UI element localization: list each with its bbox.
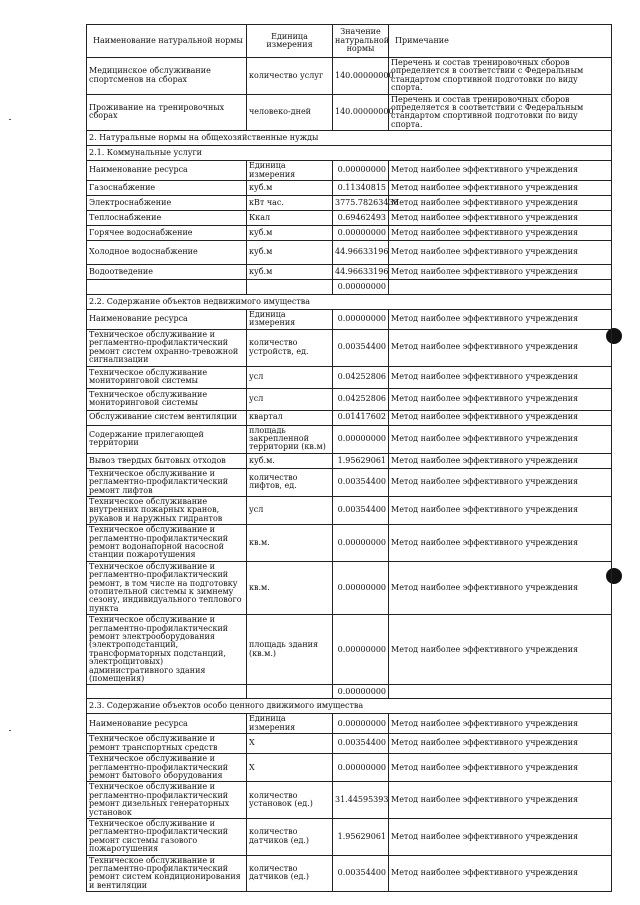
row-note: Метод наиболее эффективного учреждения xyxy=(389,241,612,265)
row-value: 0.00354400 xyxy=(333,496,389,524)
row-name: Электроснабжение xyxy=(87,196,247,211)
row-value: 0.00354400 xyxy=(333,468,389,496)
row-name: Вывоз твердых бытовых отходов xyxy=(87,453,247,468)
table-row xyxy=(87,58,612,95)
row-name: Техническое обслуживание внутренних пожарных кранов, рукавов и наружных гидрантов xyxy=(87,496,247,524)
table-row xyxy=(87,561,612,614)
table-row xyxy=(87,782,612,819)
table-row xyxy=(87,226,612,241)
row-value: 0.00000000 xyxy=(333,310,389,330)
row-value: 0.00000000 xyxy=(333,615,389,685)
table-row xyxy=(87,366,612,388)
row-note: Перечень и состав тренировочных сборов определяется в соответствии с Федеральным стандартом спортивной подготовки по виду спорта. xyxy=(389,94,612,131)
row-unit xyxy=(247,280,333,295)
section-title: 2.2. Содержание объектов недвижимого имущества xyxy=(87,295,612,310)
table-row xyxy=(87,714,612,734)
row-value: 0.00000000 xyxy=(333,754,389,782)
row-unit: кв.м. xyxy=(247,525,333,562)
row-note: Метод наиболее эффективного учреждения xyxy=(389,329,612,366)
row-name: Водоотведение xyxy=(87,265,247,280)
row-value: 0.00000000 xyxy=(333,685,389,699)
section-title-row xyxy=(87,146,612,161)
row-unit: куб.м xyxy=(247,181,333,196)
row-note: Метод наиболее эффективного учреждения xyxy=(389,211,612,226)
row-name: Техническое обслуживание и регламентно-профилактический ремонт дизельных генераторных установок xyxy=(87,782,247,819)
row-unit: количество устройств, ед. xyxy=(247,329,333,366)
row-value: 0.00000000 xyxy=(333,280,389,295)
row-value: 0.00000000 xyxy=(333,226,389,241)
row-unit: квартал xyxy=(247,410,333,425)
table-row xyxy=(87,855,612,892)
row-note: Метод наиболее эффективного учреждения xyxy=(389,453,612,468)
row-note: Метод наиболее эффективного учреждения xyxy=(389,754,612,782)
section-2-1 xyxy=(87,146,612,295)
table-row xyxy=(87,818,612,855)
table-row xyxy=(87,525,612,562)
row-note: Метод наиболее эффективного учреждения xyxy=(389,265,612,280)
header-note: Примечание xyxy=(389,25,612,58)
row-note: Метод наиболее эффективного учреждения xyxy=(389,388,612,410)
table-row xyxy=(87,734,612,754)
row-unit: Ккал xyxy=(247,211,333,226)
row-value: 1.95629061 xyxy=(333,818,389,855)
row-name: Содержание прилегающей территории xyxy=(87,425,247,453)
norms-table xyxy=(86,24,612,892)
row-name: Проживание на тренировочных сборах xyxy=(87,94,247,131)
row-note: Метод наиболее эффективного учреждения xyxy=(389,310,612,330)
section-2-3 xyxy=(87,699,612,892)
row-value: 0.00354400 xyxy=(333,734,389,754)
table-row xyxy=(87,329,612,366)
row-unit: Единица измерения xyxy=(247,714,333,734)
row-value: 0.04252806 xyxy=(333,388,389,410)
row-value: 0.01417602 xyxy=(333,410,389,425)
row-unit: куб.м xyxy=(247,265,333,280)
row-unit xyxy=(247,685,333,699)
row-value: 0.69462493 xyxy=(333,211,389,226)
row-name: Техническое обслуживание и регламентно-профилактический ремонт лифтов xyxy=(87,468,247,496)
section-title-row xyxy=(87,699,612,714)
row-note: Метод наиболее эффективного учреждения xyxy=(389,496,612,524)
row-name: Техническое обслуживание и регламентно-профилактический ремонт системы газового пожаротушения xyxy=(87,818,247,855)
header-unit: Единица измерения xyxy=(247,25,333,58)
row-value: 44.96633196 xyxy=(333,265,389,280)
row-note: Метод наиболее эффективного учреждения xyxy=(389,181,612,196)
table-row xyxy=(87,615,612,685)
row-value: 44.96633196 xyxy=(333,241,389,265)
table-row xyxy=(87,425,612,453)
row-unit: X xyxy=(247,754,333,782)
row-note: Метод наиболее эффективного учреждения xyxy=(389,161,612,181)
row-value: 0.00000000 xyxy=(333,714,389,734)
row-note: Метод наиболее эффективного учреждения xyxy=(389,855,612,892)
row-unit: X xyxy=(247,734,333,754)
row-name: Наименование ресурса xyxy=(87,714,247,734)
row-note: Метод наиболее эффективного учреждения xyxy=(389,561,612,614)
row-note: Перечень и состав тренировочных сборов определяется в соответствии с Федеральным стандартом спортивной подготовки по виду спорта. xyxy=(389,58,612,95)
row-value: 1.95629061 xyxy=(333,453,389,468)
row-name xyxy=(87,280,247,295)
section-title: 2.3. Содержание объектов особо ценного движимого имущества xyxy=(87,699,612,714)
row-name: Наименование ресурса xyxy=(87,161,247,181)
row-name: Теплоснабжение xyxy=(87,211,247,226)
row-note: Метод наиболее эффективного учреждения xyxy=(389,525,612,562)
row-note xyxy=(389,685,612,699)
row-value: 0.00000000 xyxy=(333,561,389,614)
row-value: 0.00354400 xyxy=(333,329,389,366)
scan-speck xyxy=(9,119,11,120)
row-name: Техническое обслуживание и регламентно-профилактический ремонт бытового оборудования xyxy=(87,754,247,782)
row-unit: количество лифтов, ед. xyxy=(247,468,333,496)
section-title: 2.1. Коммунальные услуги xyxy=(87,146,612,161)
table-header-row xyxy=(87,25,612,58)
scan-speck xyxy=(9,730,11,731)
row-note: Метод наиболее эффективного учреждения xyxy=(389,615,612,685)
row-name: Техническое обслуживание и регламентно-профилактический ремонт электрооборудования (электроподстанций, трансформаторных подстанций, электрощитовых) административного здания (помещения) xyxy=(87,615,247,685)
row-name: Газоснабжение xyxy=(87,181,247,196)
row-unit: количество услуг xyxy=(247,58,333,95)
row-unit: площадь закрепленной территории (кв.м) xyxy=(247,425,333,453)
row-name: Наименование ресурса xyxy=(87,310,247,330)
row-value: 0.00000000 xyxy=(333,425,389,453)
row-unit: кВт час. xyxy=(247,196,333,211)
table-row xyxy=(87,685,612,699)
row-value: 0.00000000 xyxy=(333,525,389,562)
row-name: Техническое обслуживание и регламентно-профилактический ремонт систем кондиционирования и вентиляции xyxy=(87,855,247,892)
row-note: Метод наиболее эффективного учреждения xyxy=(389,410,612,425)
table-row xyxy=(87,211,612,226)
row-unit: количество датчиков (ед.) xyxy=(247,855,333,892)
row-name: Техническое обслуживание и ремонт транспортных средств xyxy=(87,734,247,754)
table-row xyxy=(87,388,612,410)
table-row xyxy=(87,496,612,524)
row-value: 0.00000000 xyxy=(333,161,389,181)
table-row xyxy=(87,181,612,196)
row-name: Техническое обслуживание мониторинговой системы xyxy=(87,388,247,410)
table-row xyxy=(87,241,612,265)
section-title-row xyxy=(87,131,612,146)
row-value: 3775.78263438 xyxy=(333,196,389,211)
table-row xyxy=(87,196,612,211)
row-note: Метод наиболее эффективного учреждения xyxy=(389,782,612,819)
row-value: 0.00354400 xyxy=(333,855,389,892)
row-value: 0.11340815 xyxy=(333,181,389,196)
row-note: Метод наиболее эффективного учреждения xyxy=(389,714,612,734)
row-unit: усл xyxy=(247,366,333,388)
section-2-title: 2. Натуральные нормы на общехозяйственные нужды xyxy=(87,131,612,146)
section-2-2 xyxy=(87,295,612,699)
row-unit: кв.м. xyxy=(247,561,333,614)
row-name: Горячее водоснабжение xyxy=(87,226,247,241)
row-name: Обслуживание систем вентиляции xyxy=(87,410,247,425)
row-value: 0.04252806 xyxy=(333,366,389,388)
row-note: Метод наиболее эффективного учреждения xyxy=(389,734,612,754)
row-name xyxy=(87,685,247,699)
row-note: Метод наиболее эффективного учреждения xyxy=(389,226,612,241)
row-note xyxy=(389,280,612,295)
row-value: 140.00000000 xyxy=(333,58,389,95)
row-note: Метод наиболее эффективного учреждения xyxy=(389,425,612,453)
row-name: Техническое обслуживание и регламентно-профилактический ремонт водонапорной насосной станции пожаротушения xyxy=(87,525,247,562)
row-note: Метод наиболее эффективного учреждения xyxy=(389,196,612,211)
table-row xyxy=(87,754,612,782)
table-row xyxy=(87,265,612,280)
row-note: Метод наиболее эффективного учреждения xyxy=(389,366,612,388)
row-unit: куб.м xyxy=(247,226,333,241)
row-unit: Единица измерения xyxy=(247,161,333,181)
table-row xyxy=(87,453,612,468)
table-row xyxy=(87,280,612,295)
row-unit: куб.м xyxy=(247,241,333,265)
row-name: Техническое обслуживание и регламентно-профилактический ремонт, в том числе на подготовку отопительной системы к зимнему сезону, индивидуального теплового пункта xyxy=(87,561,247,614)
table-row xyxy=(87,410,612,425)
row-unit: человеко-дней xyxy=(247,94,333,131)
table-row xyxy=(87,94,612,131)
row-unit: Единица измерения xyxy=(247,310,333,330)
row-name: Техническое обслуживание мониторинговой системы xyxy=(87,366,247,388)
row-unit: количество датчиков (ед.) xyxy=(247,818,333,855)
row-note: Метод наиболее эффективного учреждения xyxy=(389,468,612,496)
table-row xyxy=(87,310,612,330)
header-value: Значение натуральной нормы xyxy=(333,25,389,58)
row-value: 140.00000000 xyxy=(333,94,389,131)
row-value: 31.44595393 xyxy=(333,782,389,819)
row-name: Медицинское обслуживание спортсменов на сборах xyxy=(87,58,247,95)
table-row xyxy=(87,161,612,181)
row-name: Холодное водоснабжение xyxy=(87,241,247,265)
row-name: Техническое обслуживание и регламентно-профилактический ремонт систем охранно-тревожной сигнализации xyxy=(87,329,247,366)
row-unit: площадь здания (кв.м.) xyxy=(247,615,333,685)
header-name: Наименование натуральной нормы xyxy=(87,25,247,58)
row-unit: усл xyxy=(247,496,333,524)
row-unit: количество установок (ед.) xyxy=(247,782,333,819)
row-note: Метод наиболее эффективного учреждения xyxy=(389,818,612,855)
row-unit: усл xyxy=(247,388,333,410)
row-unit: куб.м. xyxy=(247,453,333,468)
section-title-row xyxy=(87,295,612,310)
table-row xyxy=(87,468,612,496)
